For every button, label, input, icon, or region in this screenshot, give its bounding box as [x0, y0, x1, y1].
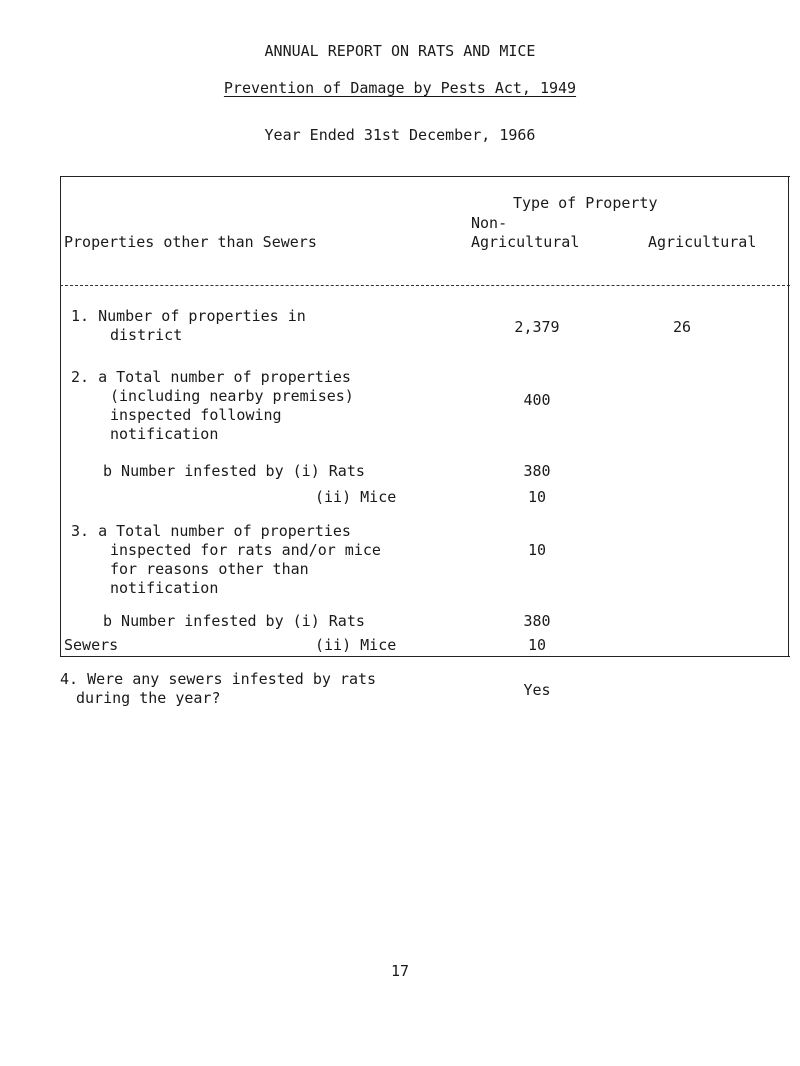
row2a-label-line4: notification: [110, 425, 219, 443]
type-of-property-header: Type of Property: [513, 194, 658, 212]
sewers-label: [64, 636, 118, 655]
header-divider: [60, 285, 790, 286]
row2b-label: b Number infested by (i) Rats: [103, 462, 365, 480]
row3a-label-line1: 3. a Total number of properties: [71, 522, 351, 540]
table-left-rule: [60, 176, 61, 656]
properties-header: Properties other than Sewers: [64, 233, 317, 251]
row3a-label-line3: for reasons other than: [110, 560, 309, 578]
row2b-mice-label: (ii) Mice: [315, 488, 397, 506]
question4-line1: 4. Were any sewers infested by rats: [60, 670, 377, 688]
row2a-non-agricultural: 400: [523, 391, 551, 409]
row1-non-agricultural: 2,379: [514, 318, 560, 336]
table-top-rule: [60, 176, 790, 177]
subtitle-text: Prevention of Damage by Pests Act, 1949: [223, 79, 577, 97]
row2b-non-agricultural: 380: [523, 462, 551, 480]
row1-label-line2: district: [110, 326, 183, 344]
question4-answer: Yes: [523, 681, 551, 699]
row3b-non-agricultural: 380: [523, 612, 551, 630]
row2a-label-line3: inspected following: [110, 406, 282, 424]
row2a-label-line1: 2. a Total number of properties: [71, 368, 351, 386]
non-agricultural-header-line1: Non-: [471, 214, 508, 232]
row1-agricultural: 26: [672, 318, 692, 336]
non-agricultural-header-line2: Agricultural: [471, 233, 580, 251]
page-number: 17: [390, 962, 410, 980]
row3b-mice-non-agricultural: 10: [527, 636, 547, 654]
table-right-rule: [788, 176, 789, 656]
question4-line2: during the year?: [76, 689, 221, 707]
report-subtitle: [0, 79, 800, 98]
sewers-label-text: Sewers: [64, 636, 119, 654]
report-period: Year Ended 31st December, 1966: [264, 126, 536, 144]
agricultural-header: Agricultural: [648, 233, 757, 251]
row2a-label-line2: (including nearby premises): [110, 387, 354, 405]
row3a-label-line2: inspected for rats and/or mice: [110, 541, 381, 559]
row3a-non-agricultural: 10: [527, 541, 547, 559]
row3b-label: b Number infested by (i) Rats: [103, 612, 365, 630]
row2b-mice-non-agricultural: 10: [527, 488, 547, 506]
row3a-label-line4: notification: [110, 579, 219, 597]
row3b-mice-label: (ii) Mice: [315, 636, 397, 654]
report-title: ANNUAL REPORT ON RATS AND MICE: [264, 42, 536, 60]
table-bottom-rule: [60, 656, 790, 657]
row1-label-line1: 1. Number of properties in: [71, 307, 306, 325]
